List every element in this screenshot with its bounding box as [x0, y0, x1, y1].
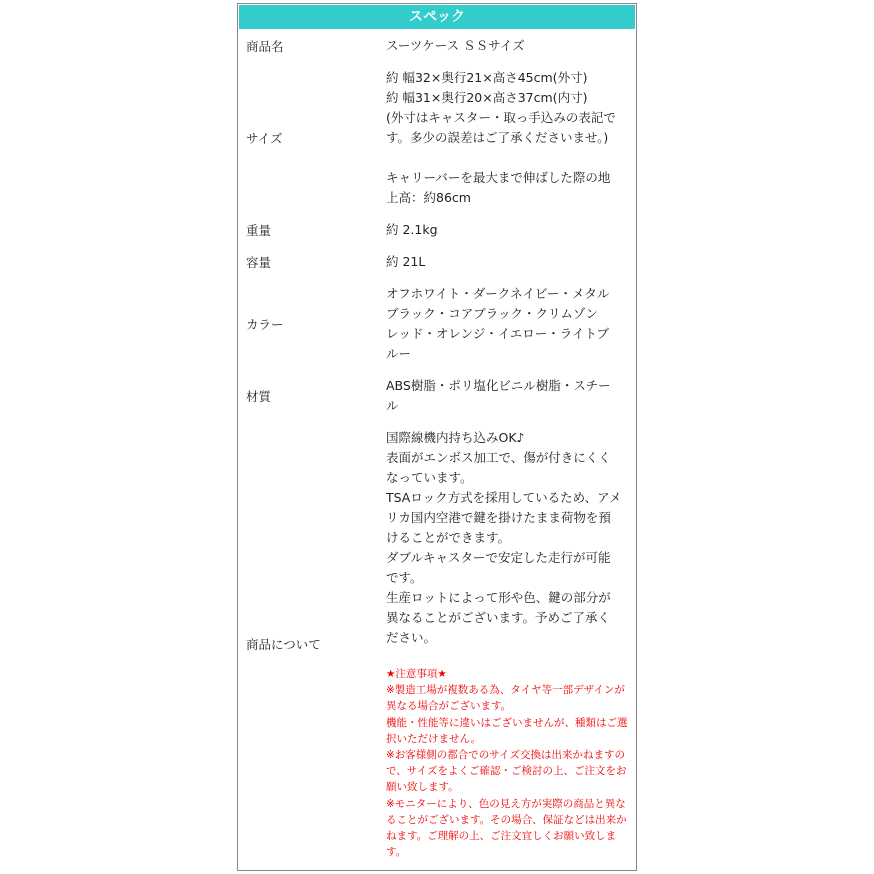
value-line: レッド・オレンジ・イエロー・ライトブ — [386, 326, 610, 341]
note-line: 願い致します。 — [386, 781, 459, 794]
note-line: 択いただけません。 — [386, 732, 482, 745]
spec-row-capacity — [238, 246, 636, 278]
spec-value — [386, 214, 636, 246]
spec-row-color — [238, 278, 636, 370]
notes — [386, 666, 630, 860]
spec-label: 商品名 — [246, 39, 284, 54]
value-line: スーツケース ＳＳサイズ — [386, 38, 525, 53]
value-line: ルー — [386, 346, 412, 361]
note-line: ★注意事項★ — [386, 668, 447, 680]
spec-label: 容量 — [246, 255, 272, 270]
value-line: 生産ロットによって形や色、鍵の部分が — [386, 590, 611, 605]
spec-label: サイズ — [246, 131, 283, 146]
value-line: なっています。 — [386, 470, 473, 485]
note-line: ※製造工場が複数ある為、タイヤ等一部デザインが — [386, 684, 625, 697]
spec-row-weight — [238, 214, 636, 246]
spec-value — [386, 62, 636, 214]
value-line: ル — [386, 398, 399, 413]
spec-label: カラー — [246, 317, 284, 332]
spec-value — [386, 278, 636, 370]
spec-row-product-name — [238, 30, 636, 62]
value-line: 約 21L — [386, 254, 426, 269]
value-line: けることができます。 — [386, 530, 511, 545]
note-line: ることがございます。その場合、保証などは出来か — [386, 813, 627, 826]
note-line: 異なる場合がございます。 — [386, 700, 512, 713]
value-line: ダブルキャスターで安定した走行が可能 — [386, 550, 611, 565]
value-line: TSAロック方式を採用しているため、アメ — [386, 490, 622, 505]
value-line: 上高：約86cm — [386, 190, 471, 205]
note-line: ねます。ご理解の上、ご注文宜しくお願い致しま — [386, 830, 617, 843]
value-line: です。 — [386, 570, 423, 585]
value-line: (外寸はキャスター・取っ手込みの表記で — [386, 110, 616, 125]
spec-label: 商品について — [246, 637, 321, 653]
value-line: 約 2.1kg — [386, 222, 438, 237]
value-line: 表面がエンボス加工で、傷が付きにくく — [386, 450, 611, 465]
spec-value — [386, 30, 636, 62]
value-line: ださい。 — [386, 630, 437, 645]
value-line: 異なることがございます。予めご了承く — [386, 610, 611, 625]
value-line: リカ国内空港で鍵を掛けたまま荷物を預 — [386, 510, 611, 525]
value-line: す。多少の誤差はご了承くださいませ。) — [386, 130, 609, 145]
spec-row-size — [238, 62, 636, 214]
spec-row-about — [238, 422, 636, 866]
spec-table — [237, 3, 637, 871]
spec-value — [386, 370, 636, 422]
note-line: で、サイズをよくご確認・ご検討の上、ご注文をお — [386, 765, 627, 778]
spec-value — [386, 246, 636, 278]
spec-label: 材質 — [246, 389, 272, 404]
note-line: す。 — [386, 846, 407, 859]
note-line: 機能・性能等に違いはございませんが、種類はご選 — [386, 716, 628, 729]
value-line: 約 幅32×奥行21×高さ45cm(外寸) — [386, 70, 588, 85]
spec-value — [386, 422, 636, 866]
spec-row-material — [238, 370, 636, 422]
value-line: 国際線機内持ち込みOK♪ — [386, 430, 525, 445]
value-line: 約 幅31×奥行20×高さ37cm(内寸) — [386, 90, 588, 105]
value-line: ABS樹脂・ポリ塩化ビニル樹脂・スチー — [386, 378, 611, 393]
spec-header: スペック — [239, 5, 635, 29]
note-line: ※お客様側の都合でのサイズ交換は出来かねますの — [386, 749, 625, 762]
value-line: オフホワイト・ダークネイビー・メタル — [386, 286, 610, 301]
value-line: ブラック・コアブラック・クリムゾン — [386, 306, 599, 321]
note-line: ※モニターにより、色の見え方が実際の商品と異な — [386, 797, 626, 810]
spec-rows — [238, 30, 636, 866]
spec-label: 重量 — [246, 223, 272, 238]
value-line: キャリーバーを最大まで伸ばした際の地 — [386, 170, 611, 185]
